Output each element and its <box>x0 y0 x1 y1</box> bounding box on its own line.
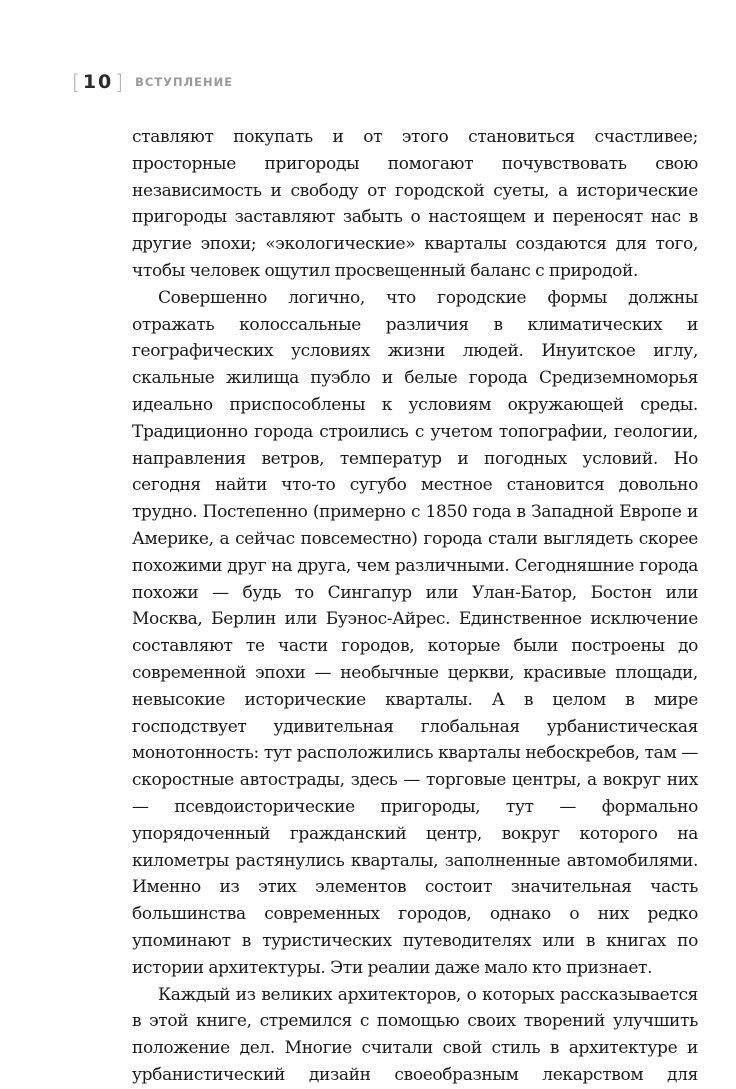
running-header <box>72 70 233 94</box>
page-number: 10 <box>82 70 114 93</box>
body-text <box>132 124 698 1089</box>
section-title: ВСТУПЛЕНИЕ <box>135 75 234 89</box>
paragraph: ставляют покупать и от этого становиться счастливее; просторные пригороды помогают почувствовать свою независимость и свободу от городской суеты, а исторические пригороды заставляют забыть о настоящем и переносят нас в другие эпохи; «экологические» кварталы создаются для того, чтобы человек ощутил просвещенный баланс с природой. <box>132 127 698 281</box>
page-number-bracket-close: ] <box>115 70 124 94</box>
paragraph: Совершенно логично, что городские формы должны отражать колоссальные различия в климатических и географических условиях жизни людей. Инуитское иглу, скальные жилища пуэбло и белые города Средиземноморья идеально приспособлены к условиям окружающей среды. Традиционно города строились с учетом топографии, геологии, направления ветров, температур и погодных условий. Но сегодня найти что-то сугубо местное становится довольно трудно. Постепенно (примерно с 1850 года в Западной Европе и Америке, а сейчас повсеместно) города стали выглядеть скорее похожими друг на друга, чем различными. Сегодняшние города похожи — будь то Сингапур или Улан-Батор, Бостон или Москва, Берлин или Буэнос-Айрес. Единственное исключение составляют те части городов, которые были построены до современной эпохи — необычные церкви, красивые площади, невысокие исторические кварталы. А в целом в мире господствует удивительная глобальная урбанистическая монотонность: тут расположились кварталы небоскребов, там — скоростные автострады, здесь — торговые центры, а вокруг них — псевдоисторические пригороды, тут — формально упорядоченный гражданский центр, вокруг которого на километры растянулись кварталы, заполненные автомобилями. Именно из этих элементов состоит значительная часть большинства современных городов, однако о них редко упоминают в туристических путеводителях или в книгах по истории архитектуры. Эти реалии даже мало кто признает. <box>132 287 698 978</box>
page-number-block <box>72 72 123 92</box>
paragraph: Каждый из великих архитекторов, о которых рассказывается в этой книге, стремился с помощью своих творений улучшить положение дел. Многие считали свой стиль в архитектуре и урбанистический дизайн своеобразным лекарством для <box>132 984 698 1085</box>
page-number-bracket-open: [ <box>72 70 80 94</box>
